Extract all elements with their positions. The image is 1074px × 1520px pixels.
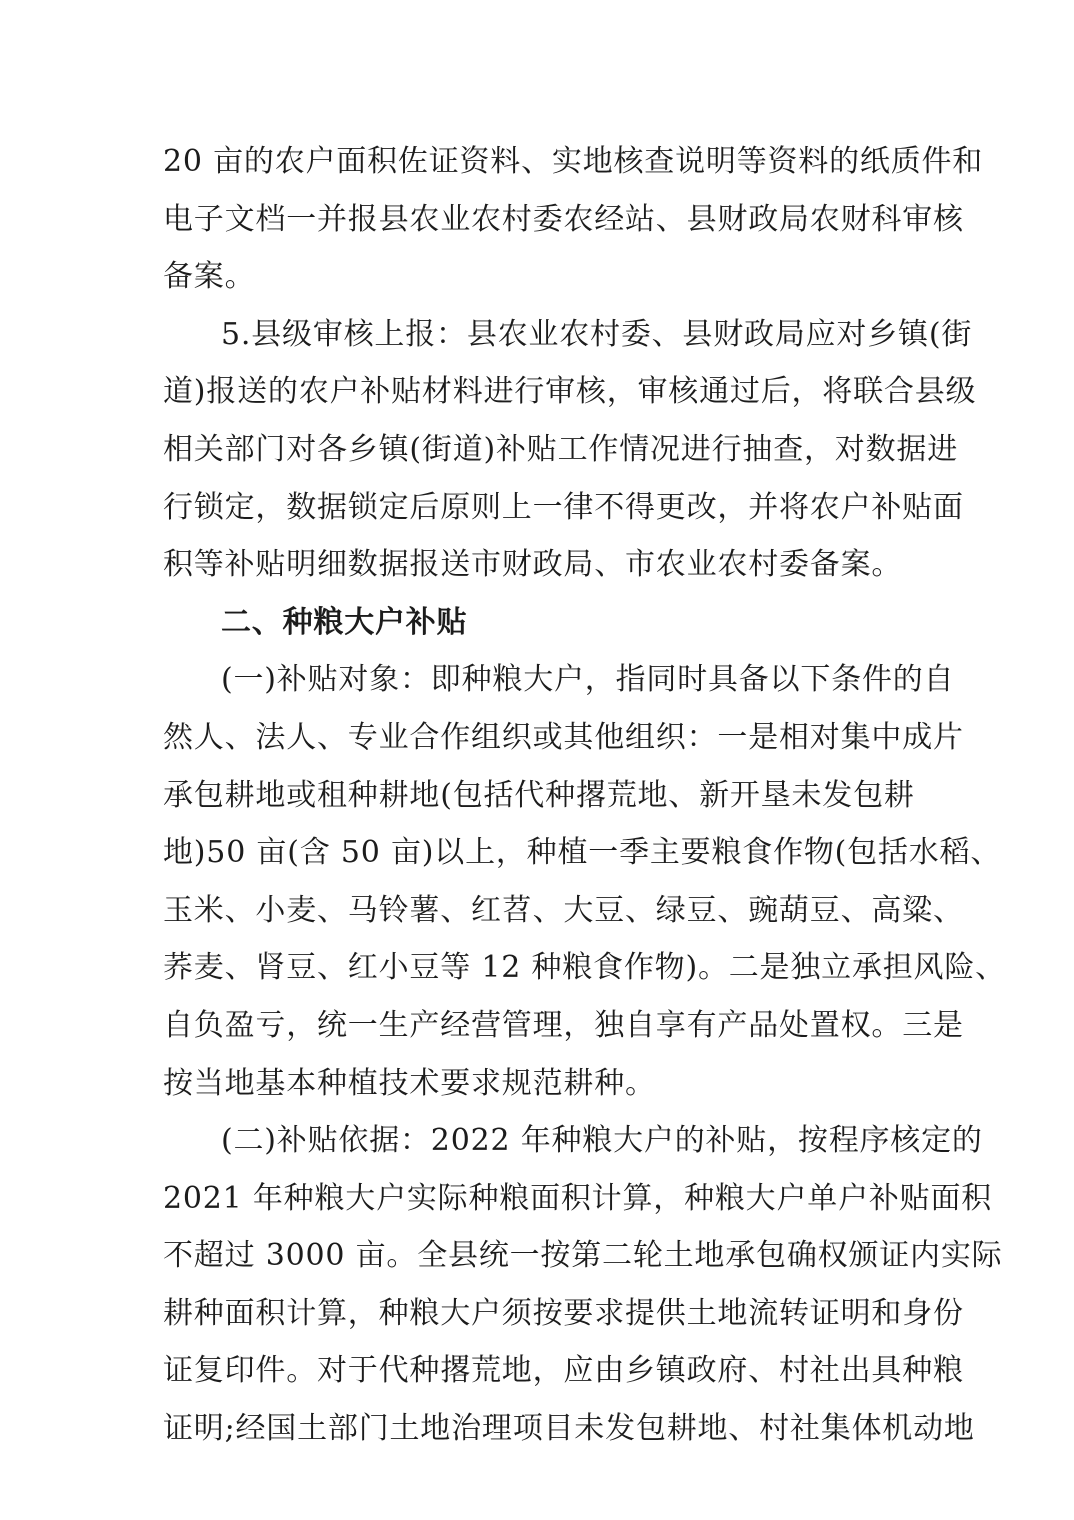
paragraph-line: (二)补贴依据：2022 年种粮大户的补贴，按程序核定的 [221, 1123, 983, 1159]
section-heading: 二、种粮大户补贴 [221, 604, 468, 640]
paragraph-line: 相关部门对各乡镇(街道)补贴工作情况进行抽查，对数据进 [163, 431, 959, 467]
paragraph-line: 行锁定，数据锁定后原则上一律不得更改，并将农户补贴面 [163, 489, 964, 525]
paragraph-line: 证复印件。对于代种撂荒地，应由乡镇政府、村社出具种粮 [163, 1353, 964, 1389]
paragraph-line: 5.县级审核上报：县农业农村委、县财政局应对乡镇(街 [221, 316, 973, 352]
paragraph-line: (一)补贴对象：即种粮大户，指同时具备以下条件的自 [221, 662, 955, 698]
paragraph-line: 证明;经国土部门土地治理项目未发包耕地、村社集体机动地 [163, 1411, 975, 1447]
paragraph-line: 不超过 3000 亩。全县统一按第二轮土地承包确权颁证内实际 [163, 1238, 1003, 1274]
paragraph-line: 电子文档一并报县农业农村委农经站、县财政局农财科审核 [163, 201, 964, 237]
paragraph-line: 积等补贴明细数据报送市财政局、市农业农村委备案。 [163, 547, 903, 583]
paragraph-line: 2021 年种粮大户实际种粮面积计算，种粮大户单户补贴面积 [163, 1180, 993, 1216]
paragraph-line: 20 亩的农户面积佐证资料、实地核查说明等资料的纸质件和 [163, 144, 984, 179]
paragraph-line: 耕种面积计算，种粮大户须按要求提供土地流转证明和身份 [163, 1295, 964, 1331]
paragraph-line: 玉米、小麦、马铃薯、红苕、大豆、绿豆、豌葫豆、高粱、 [163, 892, 964, 928]
paragraph-line: 地)50 亩(含 50 亩)以上，种植一季主要粮食作物(包括水稻、 [163, 835, 1002, 871]
document-body [163, 133, 1006, 1458]
paragraph-line: 承包耕地或租种耕地(包括代种撂荒地、新开垦未发包耕 [163, 777, 915, 813]
paragraph-line: 按当地基本种植技术要求规范耕种。 [163, 1065, 656, 1101]
paragraph-line: 道)报送的农户补贴材料进行审核，审核通过后，将联合县级 [163, 374, 977, 410]
paragraph-line: 荞麦、肾豆、红小豆等 12 种粮食作物)。二是独立承担风险、 [163, 950, 1006, 986]
paragraph-line: 备案。 [163, 259, 256, 295]
paragraph-line: 自负盈亏，统一生产经营管理，独自享有产品处置权。三是 [163, 1007, 964, 1043]
paragraph-line: 然人、法人、专业合作组织或其他组织：一是相对集中成片 [163, 719, 964, 755]
